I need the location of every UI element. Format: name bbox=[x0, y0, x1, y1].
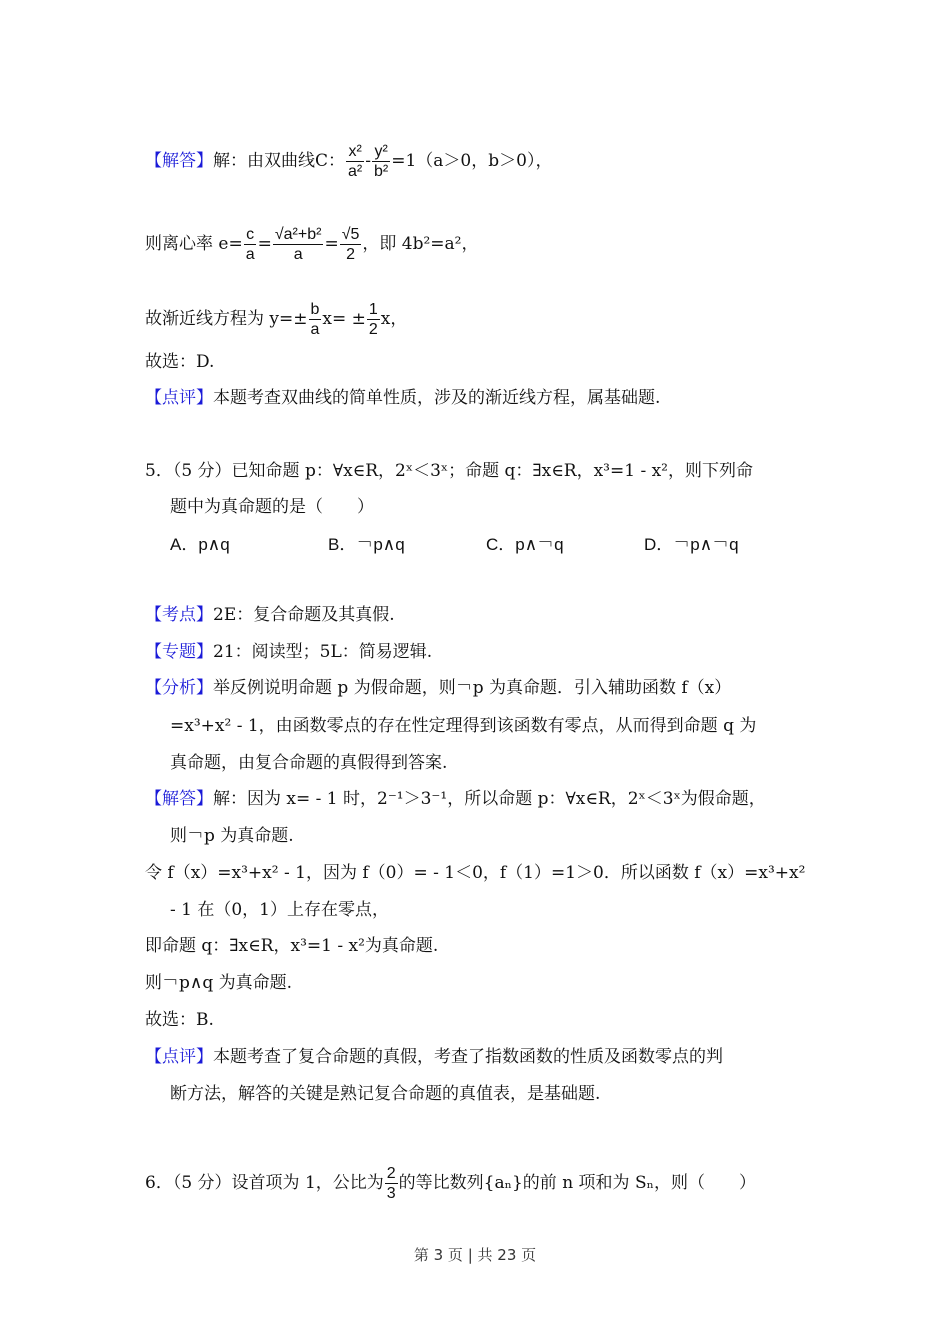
eccentricity-line: 则离心率 e= $\frac{c}{a}$ = $\frac{\text{√a²+b²}}{a}$ = $\frac{√5}{2}$ ，即 4b²=a²， bbox=[145, 226, 479, 263]
asymptote-line: 故渐近线方程为 y=± $\frac{b}{a}$ x= ± $\frac{1}{2}$ x， bbox=[145, 301, 408, 338]
fraction-b-a: $\frac{b}{a}$ bbox=[310, 301, 320, 338]
question-5-review-line-1: 【点评】本题考查了复合命题的真假，考查了指数函数的性质及函数零点的判 bbox=[145, 1047, 723, 1067]
fraction-y2-b2: $\frac{\text{y²}}{\text{b²}}$ bbox=[374, 143, 389, 180]
option-c: C．p∧￢q bbox=[486, 535, 564, 554]
question-5-choice: 故选：B. bbox=[145, 1010, 214, 1030]
page-footer: 第 3 页 | 共 23 页 bbox=[413, 1246, 537, 1264]
option-a: A．p∧q bbox=[170, 535, 230, 554]
answer-text: 解：由双曲线C： bbox=[213, 151, 346, 171]
question-5-stem-line-1: 5．（5 分）已知命题 p：∀x∈R，2ˣ＜3ˣ；命题 q：∃x∈R，x³=1 - x²，则下列命 bbox=[145, 461, 753, 481]
jieda-line-6: 则￢p∧q 为真命题. bbox=[145, 973, 293, 993]
jieda-tag: 【解答】 bbox=[145, 789, 213, 809]
review-tag: 【点评】 bbox=[145, 388, 213, 408]
jieda-line-2: 则￢p 为真命题. bbox=[170, 826, 294, 846]
fenxi-line-2: =x³+x² - 1，由函数零点的存在性定理得到该函数有零点，从而得到命题 q 为 bbox=[170, 716, 757, 736]
fenxi-tag: 【分析】 bbox=[145, 678, 213, 698]
fraction-sqrt-a2b2-a: $\frac{\text{√a²+b²}}{a}$ bbox=[274, 226, 322, 263]
fenxi-line-1: 【分析】举反例说明命题 p 为假命题，则￢p 为真命题．引入辅助函数 f（x） bbox=[145, 678, 732, 698]
question-5-options bbox=[170, 533, 802, 557]
fraction-1-2: $\frac{1}{2}$ bbox=[368, 301, 378, 338]
jieda-line-4: - 1 在（0，1）上存在零点， bbox=[170, 900, 389, 920]
answer-tag: 【解答】 bbox=[145, 151, 213, 171]
jieda-line-3: 令 f（x）=x³+x² - 1，因为 f（0）= - 1＜0，f（1）=1＞0．所以函数 f（x）=x³+x² bbox=[145, 863, 806, 883]
question-5-stem-line-2: 题中为真命题的是（ ） bbox=[170, 497, 374, 517]
option-b: B．￢p∧q bbox=[328, 535, 405, 554]
jieda-line-1: 【解答】解：因为 x= - 1 时，2⁻¹＞3⁻¹，所以命题 p：∀x∈R，2ˣ＜3ˣ为假命题， bbox=[145, 789, 766, 809]
choice-line: 故选：D. bbox=[145, 352, 215, 372]
zhuanti-line: 【专题】21：阅读型；5L：简易逻辑. bbox=[145, 642, 433, 662]
fraction-x2-a2: $\frac{\text{x²}}{\text{a²}}$ bbox=[348, 143, 363, 180]
kaodian-line: 【考点】2E：复合命题及其真假. bbox=[145, 605, 395, 625]
fraction-c-a: $\frac{c}{a}$ bbox=[245, 226, 255, 263]
kaodian-tag: 【考点】 bbox=[145, 605, 213, 625]
option-d: D．￢p∧￢q bbox=[644, 535, 739, 554]
answer-line-1: 【解答】解：由双曲线C： $\frac{\text{x²}}{\text{a²}}$ - $\frac{\text{y²}}{\text{b²}}$ =1（a＞0，b＞0）， bbox=[145, 143, 553, 180]
fraction-2-3: $\frac{2}{3}$ bbox=[386, 1165, 396, 1202]
question-5-review-line-2: 断方法，解答的关键是熟记复合命题的真值表，是基础题. bbox=[170, 1084, 601, 1104]
fenxi-line-3: 真命题，由复合命题的真假得到答案. bbox=[170, 753, 448, 773]
question-6-stem: 6．（5 分）设首项为 1，公比为 $\frac{2}{3}$ 的等比数列{aₙ}的前 n 项和为 Sₙ，则（ ） bbox=[145, 1165, 756, 1202]
zhuanti-tag: 【专题】 bbox=[145, 642, 213, 662]
question-5-review-tag: 【点评】 bbox=[145, 1047, 213, 1067]
review-line: 【点评】本题考查双曲线的简单性质，涉及的渐近线方程，属基础题. bbox=[145, 388, 661, 408]
fraction-sqrt5-2: $\frac{√5}{2}$ bbox=[341, 226, 360, 263]
jieda-line-5: 即命题 q：∃x∈R，x³=1 - x²为真命题. bbox=[145, 936, 439, 956]
